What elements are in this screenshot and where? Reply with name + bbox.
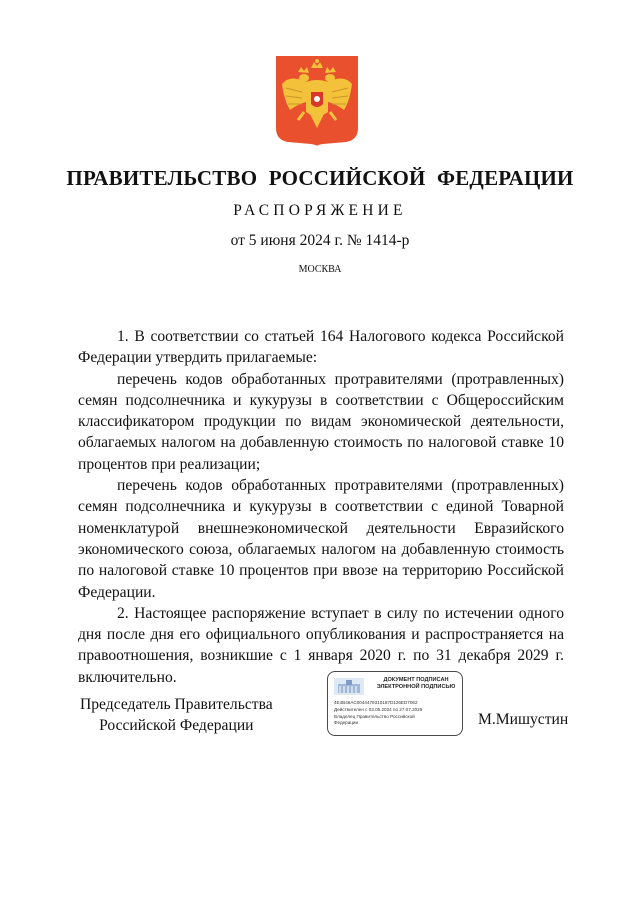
paragraph-2: перечень кодов обработанных протравителями (протравленных) семян подсолнечника и кукурузы в соответствии с Общероссийским классификатором продукции по видам экономической деятельности, облагаемых налогом на добавленную стоимость по налоговой ставке 10 процентов при реализации; xyxy=(78,370,564,473)
stamp-validity: Действителен с 03.05.2024 по 27.07.2025 xyxy=(334,707,423,712)
position-line-2: Российской Федерации xyxy=(99,717,254,734)
paragraph-3: перечень кодов обработанных протравителями (протравленных) семян подсолнечника и кукурузы в соответствии с единой Товарной номенклатурой внешнеэкономической деятельности Евразийского экономического союза, облагаемых налогом на добавленную стоимость по налоговой ставке 10 процентов при ввозе на территорию Российской Федерации. xyxy=(78,477,564,601)
stamp-owner-line-1: Владелец Правительство Российской xyxy=(334,714,415,719)
paragraph-4: 2. Настоящее распоряжение вступает в силу по истечении одного дня после дня его официального опубликования и распространяется на правоотношения, возникшие с 1 января 2020 г. по 31 декабря 2029 г. включительно. xyxy=(78,604,564,686)
signatory-name: М.Мишустин xyxy=(478,711,569,728)
stamp-title-line-1: ДОКУМЕНТ ПОДПИСАН xyxy=(383,677,449,683)
paragraph-1: 1. В соответствии со статьей 164 Налогового кодекса Российской Федерации утвердить прилагаемые: xyxy=(78,328,564,367)
position-line-1: Председатель Правительства xyxy=(80,696,273,713)
stamp-title-line-2: ЭЛЕКТРОННОЙ ПОДПИСЬЮ xyxy=(376,684,456,690)
document-date-number: от 5 июня 2024 г. № 1414-р xyxy=(230,232,410,249)
document-city: МОСКВА xyxy=(298,264,342,275)
stamp-title xyxy=(372,677,460,691)
government-title: ПРАВИТЕЛЬСТВО РОССИЙСКОЙ ФЕДЕРАЦИИ xyxy=(66,166,574,190)
stamp-owner-line-2: Федерации xyxy=(334,720,359,725)
government-building-icon xyxy=(334,678,364,695)
signatory-position xyxy=(80,694,273,736)
stamp-certificate: 4E4B46AC0044479310187D126ED7062 xyxy=(334,700,418,705)
coat-of-arms-icon xyxy=(276,56,358,146)
document-body xyxy=(78,326,564,688)
electronic-signature-stamp xyxy=(327,671,463,736)
document-type: РАСПОРЯЖЕНИЕ xyxy=(233,202,407,219)
